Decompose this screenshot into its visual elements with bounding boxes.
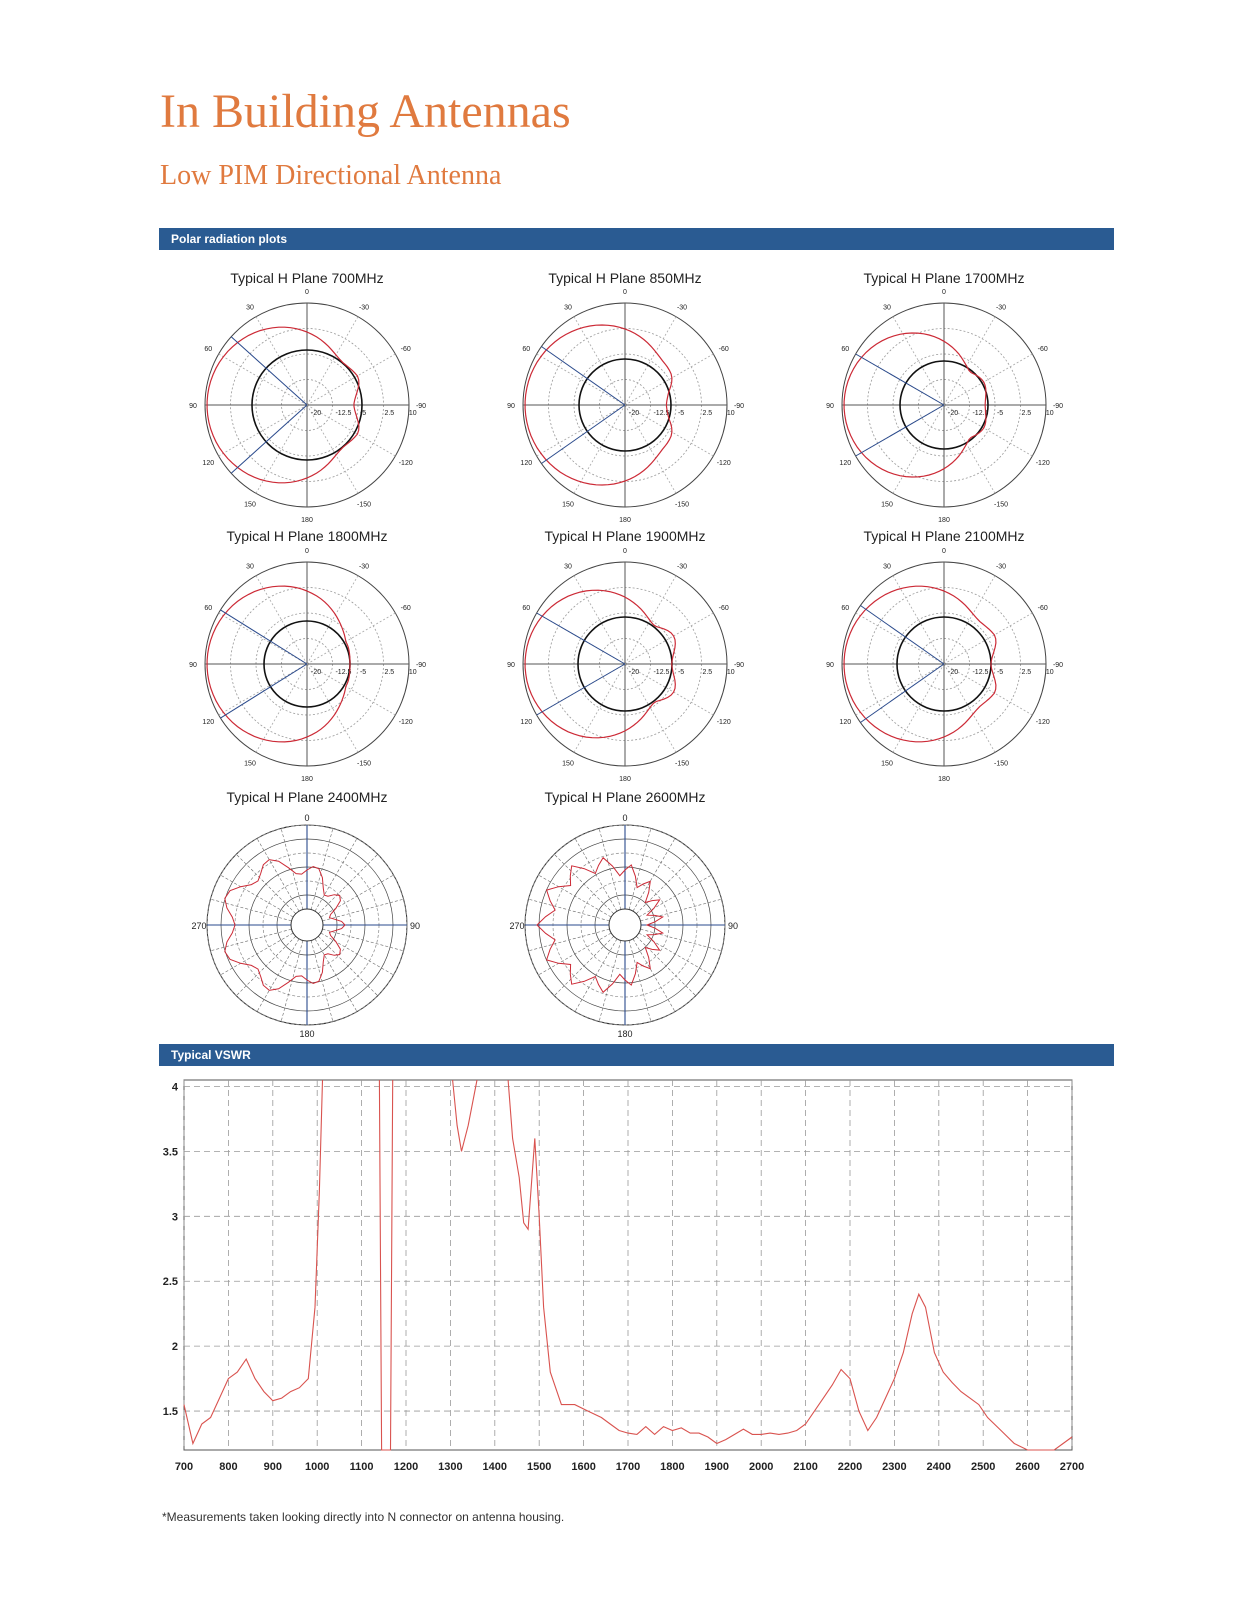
vswr-y-tick: 3.5: [162, 1146, 178, 1159]
polar-radial-label: 10: [1045, 669, 1054, 676]
polar-radial-label: -12.5: [972, 410, 989, 417]
vswr-series-line: [453, 1080, 477, 1151]
polar-angle-label: 90: [409, 921, 421, 931]
page-title: In Building Antennas: [160, 85, 571, 138]
polar-spoke: [321, 933, 394, 975]
polar-angle-label: 90: [507, 403, 515, 410]
vswr-y-tick: 2: [171, 1341, 178, 1354]
polar-beam-line: [856, 354, 944, 405]
polar-radial-label: 10: [1045, 410, 1054, 417]
polar-angle-label: 180: [938, 517, 950, 524]
polar-angle-label: 30: [883, 304, 891, 312]
vswr-x-tick: 700: [174, 1461, 194, 1473]
polar-angle-label: -30: [358, 563, 370, 571]
polar-beam-line: [537, 664, 625, 715]
polar-angle-label: 90: [189, 662, 197, 669]
polar-spoke: [575, 939, 617, 1012]
polar-angle-label: 0: [304, 813, 310, 823]
polar-spoke: [554, 936, 613, 995]
polar-angle-label: -150: [356, 501, 372, 509]
polar-radial-label: -20: [948, 410, 959, 417]
polar-radial-label: -5: [996, 410, 1004, 417]
polar-radial-label: 10: [726, 410, 735, 417]
polar-angle-label: -120: [398, 719, 413, 726]
vswr-x-tick: 1900: [704, 1461, 730, 1473]
polar-angle-label: 150: [562, 760, 574, 768]
polar-angle-label: 120: [839, 719, 852, 726]
polar-spoke: [575, 838, 617, 911]
polar-angle-label: 0: [622, 813, 628, 823]
polar-radial-label: -5: [677, 410, 685, 417]
vswr-x-tick: 2000: [748, 1461, 774, 1473]
polar-angle-label: -150: [993, 760, 1009, 768]
polar-angle-label: 180: [619, 517, 631, 524]
polar-angle-label: -30: [358, 304, 370, 312]
polar-angle-label: 60: [204, 346, 213, 353]
polar-angle-label: 120: [839, 460, 852, 467]
polar-angle-label: -30: [676, 304, 688, 312]
polar-angle-label: -60: [400, 346, 411, 353]
polar-angle-label: -90: [415, 662, 427, 669]
polar-radial-label: -20: [311, 669, 322, 676]
vswr-chart: [150, 1068, 1110, 1498]
polar-angle-label: -60: [1037, 346, 1048, 353]
polar-angle-label: 60: [841, 605, 850, 612]
polar-beam-line: [856, 405, 944, 456]
polar-beam-line: [220, 610, 307, 664]
polar-title-1800: Typical H Plane 1800MHz: [226, 528, 388, 544]
polar-spoke: [321, 875, 394, 917]
polar-radial-label: -12.5: [335, 410, 352, 417]
polar-title-1700: Typical H Plane 1700MHz: [863, 270, 1025, 286]
polar-angle-label: 30: [564, 304, 572, 312]
polar-angle-label: -60: [718, 605, 729, 612]
polar-angle-label: -90: [415, 403, 427, 410]
polar-angle-label: 180: [301, 776, 313, 783]
polar-angle-label: -60: [400, 605, 411, 612]
polar-beam-line: [220, 664, 307, 718]
polar-angle-label: 120: [520, 719, 533, 726]
polar-angle-label: 180: [301, 517, 313, 524]
polar-spoke: [625, 576, 676, 664]
polar-angle-label: -90: [733, 662, 745, 669]
vswr-series-line: [184, 1080, 323, 1444]
polar-spoke: [944, 317, 995, 405]
polar-radial-label: -20: [629, 669, 640, 676]
polar-angle-label: -150: [674, 501, 690, 509]
polar-radial-label: -5: [359, 669, 367, 676]
polar-radial-label: 10: [408, 669, 417, 676]
polar-beam-line: [231, 337, 307, 405]
polar-angle-label: -120: [716, 460, 731, 467]
polar-angle-label: 120: [202, 719, 215, 726]
polar-angle-label: 150: [881, 501, 893, 509]
polar-spoke: [236, 854, 295, 913]
vswr-x-tick: 2700: [1059, 1461, 1085, 1473]
vswr-x-tick: 2200: [837, 1461, 863, 1473]
footnote: *Measurements taken looking directly into N connector on antenna housing.: [162, 1510, 565, 1524]
polar-spoke: [219, 613, 307, 664]
polar-radial-label: 2.5: [1021, 410, 1032, 417]
polar-title-700: Typical H Plane 700MHz: [230, 270, 384, 286]
polar-spoke: [318, 936, 377, 995]
vswr-x-tick: 1800: [660, 1461, 685, 1473]
polar-spoke: [538, 933, 611, 975]
vswr-x-tick: 2100: [793, 1461, 818, 1473]
polar-radial-label: 10: [726, 669, 735, 676]
vswr-x-tick: 2600: [1015, 1461, 1040, 1473]
polar-title-850: Typical H Plane 850MHz: [548, 270, 702, 286]
polar-radial-label: -5: [677, 669, 685, 676]
polar-title-1900: Typical H Plane 1900MHz: [544, 528, 706, 544]
polar-angle-label: 270: [191, 921, 207, 931]
polar-angle-label: 180: [617, 1029, 633, 1039]
vswr-x-tick: 1600: [571, 1461, 596, 1473]
polar-dense-plot-0: [191, 813, 420, 1039]
polar-spoke: [257, 838, 299, 911]
polar-angle-label: -30: [676, 563, 688, 571]
vswr-y-tick: 2.5: [162, 1276, 178, 1289]
polar-angle-label: 150: [562, 501, 574, 509]
vswr-x-tick: 1200: [393, 1461, 419, 1473]
polar-spoke: [636, 854, 695, 913]
polar-angle-label: -120: [1035, 719, 1050, 726]
polar-radial-label: -12.5: [653, 410, 670, 417]
polar-radial-label: -20: [948, 669, 959, 676]
polar-angle-label: 60: [204, 605, 213, 612]
polar-radial-label: -12.5: [972, 669, 989, 676]
polar-center-hole: [609, 909, 641, 941]
polar-beam-line: [231, 405, 307, 473]
polar-radial-label: -20: [629, 410, 640, 417]
polar-angle-label: -30: [995, 563, 1007, 571]
polar-angle-label: -150: [993, 501, 1009, 509]
polar-plot-0: [189, 289, 426, 524]
polar-center-hole: [291, 909, 323, 941]
polar-angle-label: -90: [733, 403, 745, 410]
vswr-series-line: [379, 1080, 392, 1450]
polar-angle-label: -90: [1052, 662, 1064, 669]
polar-spoke: [236, 936, 295, 995]
polar-angle-label: 60: [522, 346, 531, 353]
polar-angle-label: 90: [189, 403, 197, 410]
polar-plot-2: [826, 289, 1063, 524]
polar-title-2600: Typical H Plane 2600MHz: [544, 789, 706, 805]
polar-radial-label: 2.5: [384, 669, 395, 676]
vswr-x-tick: 2300: [882, 1461, 907, 1473]
polar-angle-label: 120: [202, 460, 215, 467]
vswr-x-tick: 2400: [926, 1461, 952, 1473]
vswr-x-tick: 1700: [615, 1461, 641, 1473]
polar-angle-label: 0: [942, 548, 946, 555]
vswr-series-line: [508, 1080, 1072, 1450]
polar-beam-line: [537, 613, 625, 664]
polar-angle-label: -60: [1037, 605, 1048, 612]
polar-angle-label: 180: [299, 1029, 315, 1039]
polar-spoke: [538, 875, 611, 917]
polar-spoke: [636, 936, 695, 995]
polar-plot-5: [826, 548, 1063, 783]
polar-angle-label: -60: [718, 346, 729, 353]
vswr-x-tick: 2500: [970, 1461, 996, 1473]
polar-angle-label: 90: [507, 662, 515, 669]
polar-angle-label: -120: [1035, 460, 1050, 467]
polar-spoke: [307, 317, 358, 405]
polar-radial-label: 10: [408, 410, 417, 417]
polar-radial-label: -12.5: [335, 669, 352, 676]
polar-angle-label: 60: [841, 346, 850, 353]
polar-angle-label: 150: [244, 760, 256, 768]
vswr-x-tick: 1000: [304, 1461, 330, 1473]
polar-spoke: [856, 613, 944, 664]
polar-angle-label: 30: [883, 563, 891, 571]
polar-radial-label: -5: [359, 410, 367, 417]
polar-radial-label: -12.5: [653, 669, 670, 676]
polar-angle-label: -150: [674, 760, 690, 768]
polar-angle-label: -120: [716, 719, 731, 726]
polar-angle-label: 0: [305, 548, 309, 555]
polar-angle-label: 180: [938, 776, 950, 783]
polar-spoke: [219, 354, 307, 405]
polar-angle-label: 180: [619, 776, 631, 783]
polar-radial-label: 2.5: [384, 410, 395, 417]
polar-angle-label: 60: [522, 605, 531, 612]
polar-angle-label: 0: [623, 548, 627, 555]
polar-angle-label: 30: [564, 563, 572, 571]
polar-spoke: [257, 939, 299, 1012]
polar-angle-label: 270: [509, 921, 525, 931]
polar-angle-label: 90: [727, 921, 739, 931]
section-bar-vswr: Typical VSWR: [159, 1044, 1114, 1066]
polar-radial-label: -20: [311, 410, 322, 417]
polar-angle-label: 0: [623, 289, 627, 296]
polar-spoke: [307, 576, 358, 664]
polar-plot-1: [507, 289, 744, 524]
vswr-y-tick: 4: [171, 1081, 178, 1094]
polar-angle-label: 90: [826, 662, 834, 669]
polar-plot-4: [507, 548, 744, 783]
polar-radial-label: -5: [996, 669, 1004, 676]
polar-angle-label: 150: [881, 760, 893, 768]
polar-angle-label: 120: [520, 460, 533, 467]
vswr-x-tick: 800: [219, 1461, 238, 1473]
polar-angle-label: 150: [244, 501, 256, 509]
polar-angle-label: -90: [1052, 403, 1064, 410]
vswr-x-tick: 1100: [349, 1461, 374, 1473]
vswr-x-tick: 1400: [482, 1461, 508, 1473]
polar-angle-label: -120: [398, 460, 413, 467]
polar-angle-label: 30: [246, 563, 254, 571]
polar-angle-label: 30: [246, 304, 254, 312]
polar-spoke: [554, 854, 613, 913]
polar-title-2100: Typical H Plane 2100MHz: [863, 528, 1025, 544]
polar-radial-label: 2.5: [702, 669, 713, 676]
polar-title-2400: Typical H Plane 2400MHz: [226, 789, 388, 805]
polar-plot-3: [189, 548, 426, 783]
polar-spoke: [574, 664, 625, 752]
polar-spoke: [318, 854, 377, 913]
page-subtitle: Low PIM Directional Antenna: [160, 160, 502, 191]
polar-radial-label: 2.5: [1021, 669, 1032, 676]
vswr-x-tick: 900: [263, 1461, 282, 1473]
polar-spoke: [944, 576, 995, 664]
polar-angle-label: 90: [826, 403, 834, 410]
vswr-y-tick: 1.5: [162, 1406, 178, 1419]
polar-spoke: [893, 405, 944, 493]
vswr-x-tick: 1300: [438, 1461, 463, 1473]
polar-angle-label: -30: [995, 304, 1007, 312]
polar-radial-label: 2.5: [702, 410, 713, 417]
polar-angle-label: 0: [305, 289, 309, 296]
polar-angle-label: -150: [356, 760, 372, 768]
polar-angle-label: 0: [942, 289, 946, 296]
vswr-x-tick: 1500: [526, 1461, 552, 1473]
section-bar-polar: Polar radiation plots: [159, 228, 1114, 250]
vswr-y-tick: 3: [171, 1211, 178, 1224]
polar-dense-plot-1: [509, 813, 738, 1039]
